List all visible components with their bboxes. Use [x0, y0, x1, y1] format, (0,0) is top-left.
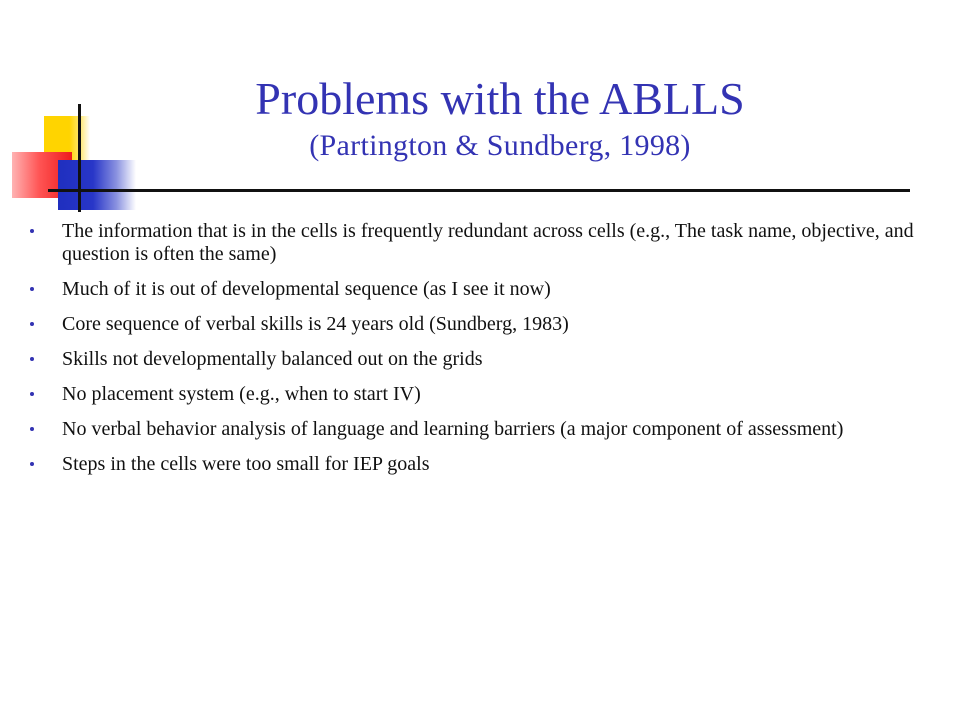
bullet-text: Skills not developmentally balanced out on the grids [62, 348, 483, 370]
slide-title-main: Problems with the ABLLS [255, 73, 745, 124]
bullet-dot-icon [30, 427, 34, 431]
bullet-list [28, 220, 948, 488]
bullet-text: No placement system (e.g., when to start IV) [62, 383, 421, 405]
bullet-item [28, 348, 948, 371]
bullet-item [28, 383, 948, 406]
bullet-text: Steps in the cells were too small for IEP goals [62, 453, 430, 475]
vertical-rule [78, 104, 81, 212]
bullet-dot-icon [30, 229, 34, 233]
bullet-item [28, 278, 948, 301]
bullet-dot-icon [30, 322, 34, 326]
bullet-item [28, 313, 948, 336]
bullet-text: The information that is in the cells is frequently redundant across cells (e.g., The task name, objective, and question is often the same) [62, 220, 914, 265]
bullet-text: Core sequence of verbal skills is 24 years old (Sundberg, 1983) [62, 313, 569, 335]
title-underline-rule [48, 189, 910, 192]
blue-square [58, 160, 136, 210]
bullet-dot-icon [30, 287, 34, 291]
bullet-text: Much of it is out of developmental sequence (as I see it now) [62, 278, 551, 300]
bullet-dot-icon [30, 357, 34, 361]
slide-title-citation: (Partington & Sundberg, 1998) [309, 129, 691, 162]
bullet-dot-icon [30, 462, 34, 466]
slide-title [100, 72, 900, 164]
bullet-dot-icon [30, 392, 34, 396]
bullet-item [28, 220, 948, 266]
bullet-text: No verbal behavior analysis of language and learning barriers (a major component of assessment) [62, 418, 844, 440]
bullet-item [28, 453, 948, 476]
bullet-item [28, 418, 948, 441]
